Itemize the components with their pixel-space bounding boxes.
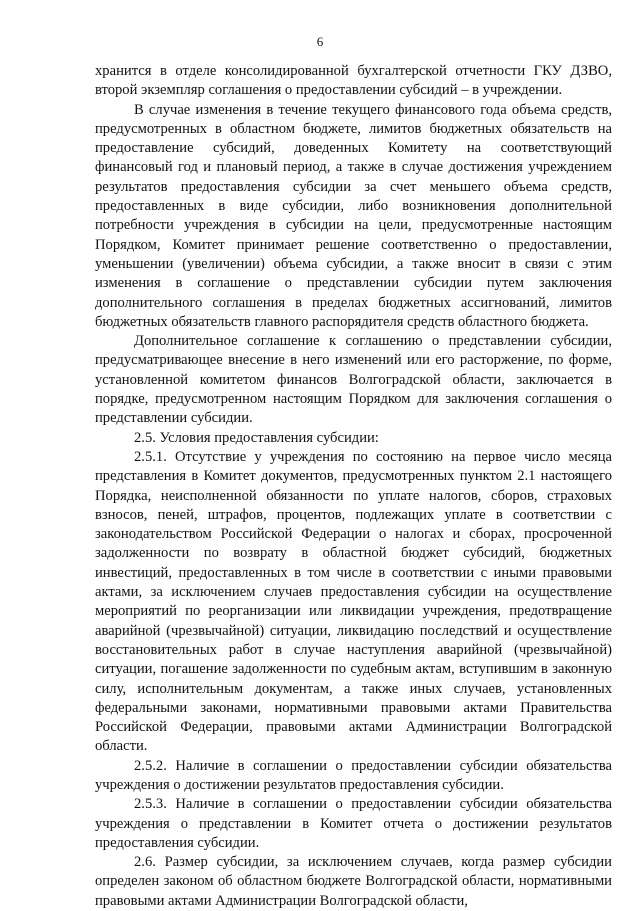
paragraph-2-5-3: 2.5.3. Наличие в соглашении о предоставлении субсидии обязательства учреждения о представлении в Комитет отчета о достижении результатов предоставления субсидии. — [95, 796, 612, 851]
paragraph-budget-changes: В случае изменения в течение текущего финансового года объема средств, предусмотренных в областном бюджете, лимитов бюджетных обязательств на предоставление субсидий, доведенных Комитету на соответствующий финансовый год и плановый период, а также в случае достижения учреждением результатов предоставления субсидии за счет меньшего объема средств, предоставленных в виде субсидии, либо возникновения дополнительной потребности учреждения в субсидии на цели, предусмотренные настоящим Порядком, Комитет принимает решение соответственно о предоставлении, уменьшении (увеличении) объема субсидии, а также вносит в связи с этим изменения в соглашение о представлении субсидии путем заключения дополнительного соглашения в пределах бюджетных ассигнований, лимитов бюджетных обязательств главного распорядителя средств областного бюджета. — [95, 101, 612, 330]
paragraph-2-6: 2.6. Размер субсидии, за исключением случаев, когда размер субсидии определен законом об областном бюджете Волгоградской области, нормативными правовыми актами Администрации Волгоградской области, — [95, 854, 612, 909]
document-body — [95, 62, 612, 911]
paragraph-additional-agreement: Дополнительное соглашение к соглашению о представлении субсидии, предусматривающее внесение в него изменений или его расторжение, по форме, установленной комитетом финансов Волгоградской области, заключается в порядке, предусмотренном настоящим Порядком для заключения соглашения о представлении субсидии. — [95, 333, 612, 427]
paragraph-2-5-1: 2.5.1. Отсутствие у учреждения по состоянию на первое число месяца представления в Комитет документов, предусмотренных пунктом 2.1 настоящего Порядка, неисполненной обязанности по уплате налогов, сборов, страховых взносов, пеней, штрафов, процентов, подлежащих уплате в соответствии с законодательством Российской Федерации о налогах и сборах, просроченной задолженности по возврату в областной бюджет субсидий, бюджетных инвестиций, предоставленных в том числе в соответствии с иными правовыми актами, за исключением случаев предоставления субсидии на осуществление мероприятий по реорганизации или ликвидации учреждения, предотвращение аварийной (чрезвычайной) ситуации, ликвидацию последствий и осуществление восстановительных работ в случае наступления аварийной (чрезвычайной) ситуации, погашение задолженности по судебным актам, вступившим в законную силу, исполнительным документам, а также иных случаев, установленных федеральными законами, нормативными правовыми актами Правительства Российской Федерации, правовыми актами Администрации Волгоградской области. — [95, 448, 612, 755]
page-number: 6 — [316, 34, 324, 49]
paragraph-2-5-2: 2.5.2. Наличие в соглашении о предоставлении субсидии обязательства учреждения о достижении результатов предоставления субсидии. — [95, 757, 612, 793]
paragraph-storage-note: хранится в отделе консолидированной бухгалтерской отчетности ГКУ ДЗВО, второй экземпляр соглашения о предоставлении субсидий – в учреждении. — [95, 63, 612, 99]
paragraph-2-5-heading: 2.5. Условия предоставления субсидии: — [134, 429, 379, 446]
